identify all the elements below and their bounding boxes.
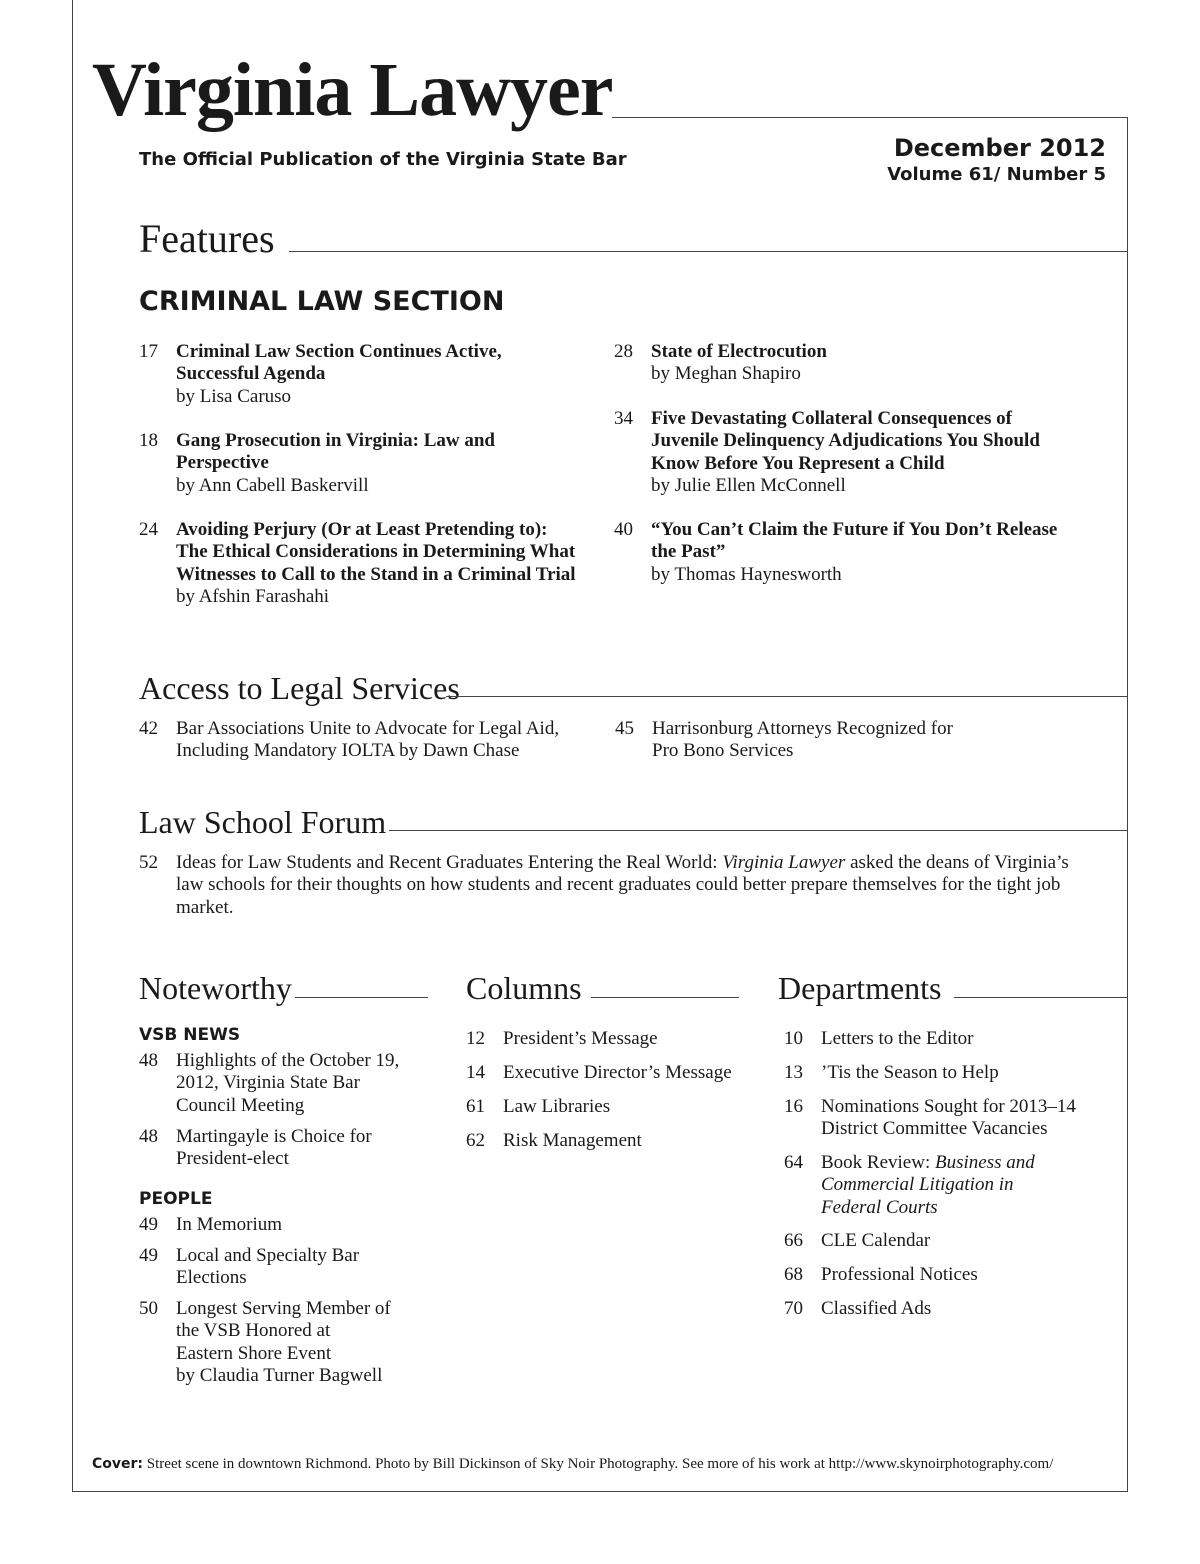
article-title: Book Review: Business and Commercial Litigation in Federal Courts [821,1152,1035,1218]
columns-rule [591,997,739,998]
noteworthy-heading: Noteworthy [139,970,292,1006]
issue-volume: Volume 61/ Number 5 [887,164,1106,185]
page-number: 14 [466,1062,485,1083]
law-school-heading: Law School Forum [139,804,387,840]
article-title: CLE Calendar [821,1230,931,1251]
page-number: 66 [784,1230,803,1251]
magazine-title: Virginia Lawyer [92,48,613,132]
page-number: 42 [139,718,158,739]
page-number: 50 [139,1298,158,1319]
cover-credit [92,1456,1053,1473]
page-number: 28 [614,341,633,362]
page-number: 40 [614,519,633,540]
magazine-subtitle: The Official Publication of the Virginia State Bar [139,149,627,170]
article-title: Highlights of the October 19, 2012, Virginia State Bar Council Meeting [176,1050,400,1116]
page-number: 12 [466,1028,485,1049]
article-title: State of Electrocution [651,341,827,362]
features-rule [289,251,1128,252]
article-title: Professional Notices [821,1264,978,1285]
frame-left-rule [72,0,73,1492]
page-number: 64 [784,1152,803,1173]
article-author: by Claudia Turner Bagwell [176,1364,383,1386]
masthead-rule [612,117,1128,118]
article-title: Bar Associations Unite to Advocate for Legal Aid, Including Mandatory IOLTA by Dawn Chase [176,718,560,762]
article-title: Gang Prosecution in Virginia: Law and Perspective [176,430,496,474]
article-title: Nominations Sought for 2013–14 District Committee Vacancies [821,1096,1076,1140]
page-number: 48 [139,1050,158,1071]
article-author: by Thomas Haynesworth [651,563,842,585]
page-number: 13 [784,1062,803,1083]
article-title: Avoiding Perjury (Or at Least Pretending to): The Ethical Considerations in Determining What Witnesses to Call to the Stand in a Criminal Trial [176,519,576,585]
page-number: 52 [139,852,158,873]
article-title: Law Libraries [503,1096,611,1117]
criminal-law-section-heading: CRIMINAL LAW SECTION [139,286,505,317]
page-number: 68 [784,1264,803,1285]
access-heading: Access to Legal Services [139,670,460,706]
article-title: Letters to the Editor [821,1028,974,1049]
page-number: 48 [139,1126,158,1147]
article-title: “You Can’t Claim the Future if You Don’t Release the Past” [651,519,1058,563]
article-title: President’s Message [503,1028,658,1049]
article-title: Local and Specialty Bar Elections [176,1245,360,1289]
article-title: Risk Management [503,1130,642,1151]
columns-heading: Columns [466,970,582,1006]
noteworthy-rule [295,997,428,998]
article-author: by Ann Cabell Baskervill [176,474,369,496]
departments-rule [954,997,1128,998]
article-author: by Lisa Caruso [176,385,292,407]
article-title: Criminal Law Section Continues Active, Successful Agenda [176,341,502,385]
law-school-rule [389,830,1128,831]
article-author: by Julie Ellen McConnell [651,474,846,496]
page-number: 34 [614,408,633,429]
article-title: Longest Serving Member of the VSB Honored at Eastern Shore Event [176,1298,391,1364]
article-title: Five Devastating Collateral Consequences of Juvenile Delinquency Adjudications You Should Know Before You Represent a Child [651,408,1040,474]
page-number: 49 [139,1214,158,1235]
vsb-news-heading: VSB NEWS [139,1025,241,1045]
cover-text: Street scene in downtown Richmond. Photo by Bill Dickinson of Sky Noir Photography. See more of his work at http://www.skynoirphotography.com/ [146,1456,1054,1472]
magazine-name: Virginia Lawyer [722,852,846,873]
page-number: 10 [784,1028,803,1049]
article-author: by Meghan Shapiro [651,363,801,385]
issue-date: December 2012 [893,134,1106,162]
article-title: ’Tis the Season to Help [821,1062,999,1083]
frame-bottom-rule [72,1491,1128,1492]
article-title: Classified Ads [821,1298,932,1319]
page-number: 24 [139,519,158,540]
cover-label: Cover: [92,1456,144,1472]
page-number: 16 [784,1096,803,1117]
article-title: Harrisonburg Attorneys Recognized for Pro Bono Services [652,718,953,762]
book-title: Business and Commercial Litigation in Federal Courts [821,1152,1035,1218]
page-number: 45 [615,718,634,739]
departments-heading: Departments [778,970,942,1006]
article-author: by Afshin Farashahi [176,585,330,607]
page-number: 70 [784,1298,803,1319]
frame-right-rule [1127,118,1128,1492]
page-number: 18 [139,430,158,451]
page-number: 49 [139,1245,158,1266]
article-title: Executive Director’s Message [503,1062,732,1083]
access-rule [446,696,1128,697]
article-description: Ideas for Law Students and Recent Graduates Entering the Real World: Virginia Lawyer asked the deans of Virginia’s law schools for their thoughts on how students and recent graduates could better prepare themselves for the tight job market. [176,852,1069,918]
features-heading: Features [139,216,275,261]
page-number: 61 [466,1096,485,1117]
article-title: In Memorium [176,1214,283,1235]
article-title: Martingayle is Choice for President-elect [176,1126,372,1170]
page-number: 62 [466,1130,485,1151]
people-heading: PEOPLE [139,1189,213,1209]
page-number: 17 [139,341,158,362]
